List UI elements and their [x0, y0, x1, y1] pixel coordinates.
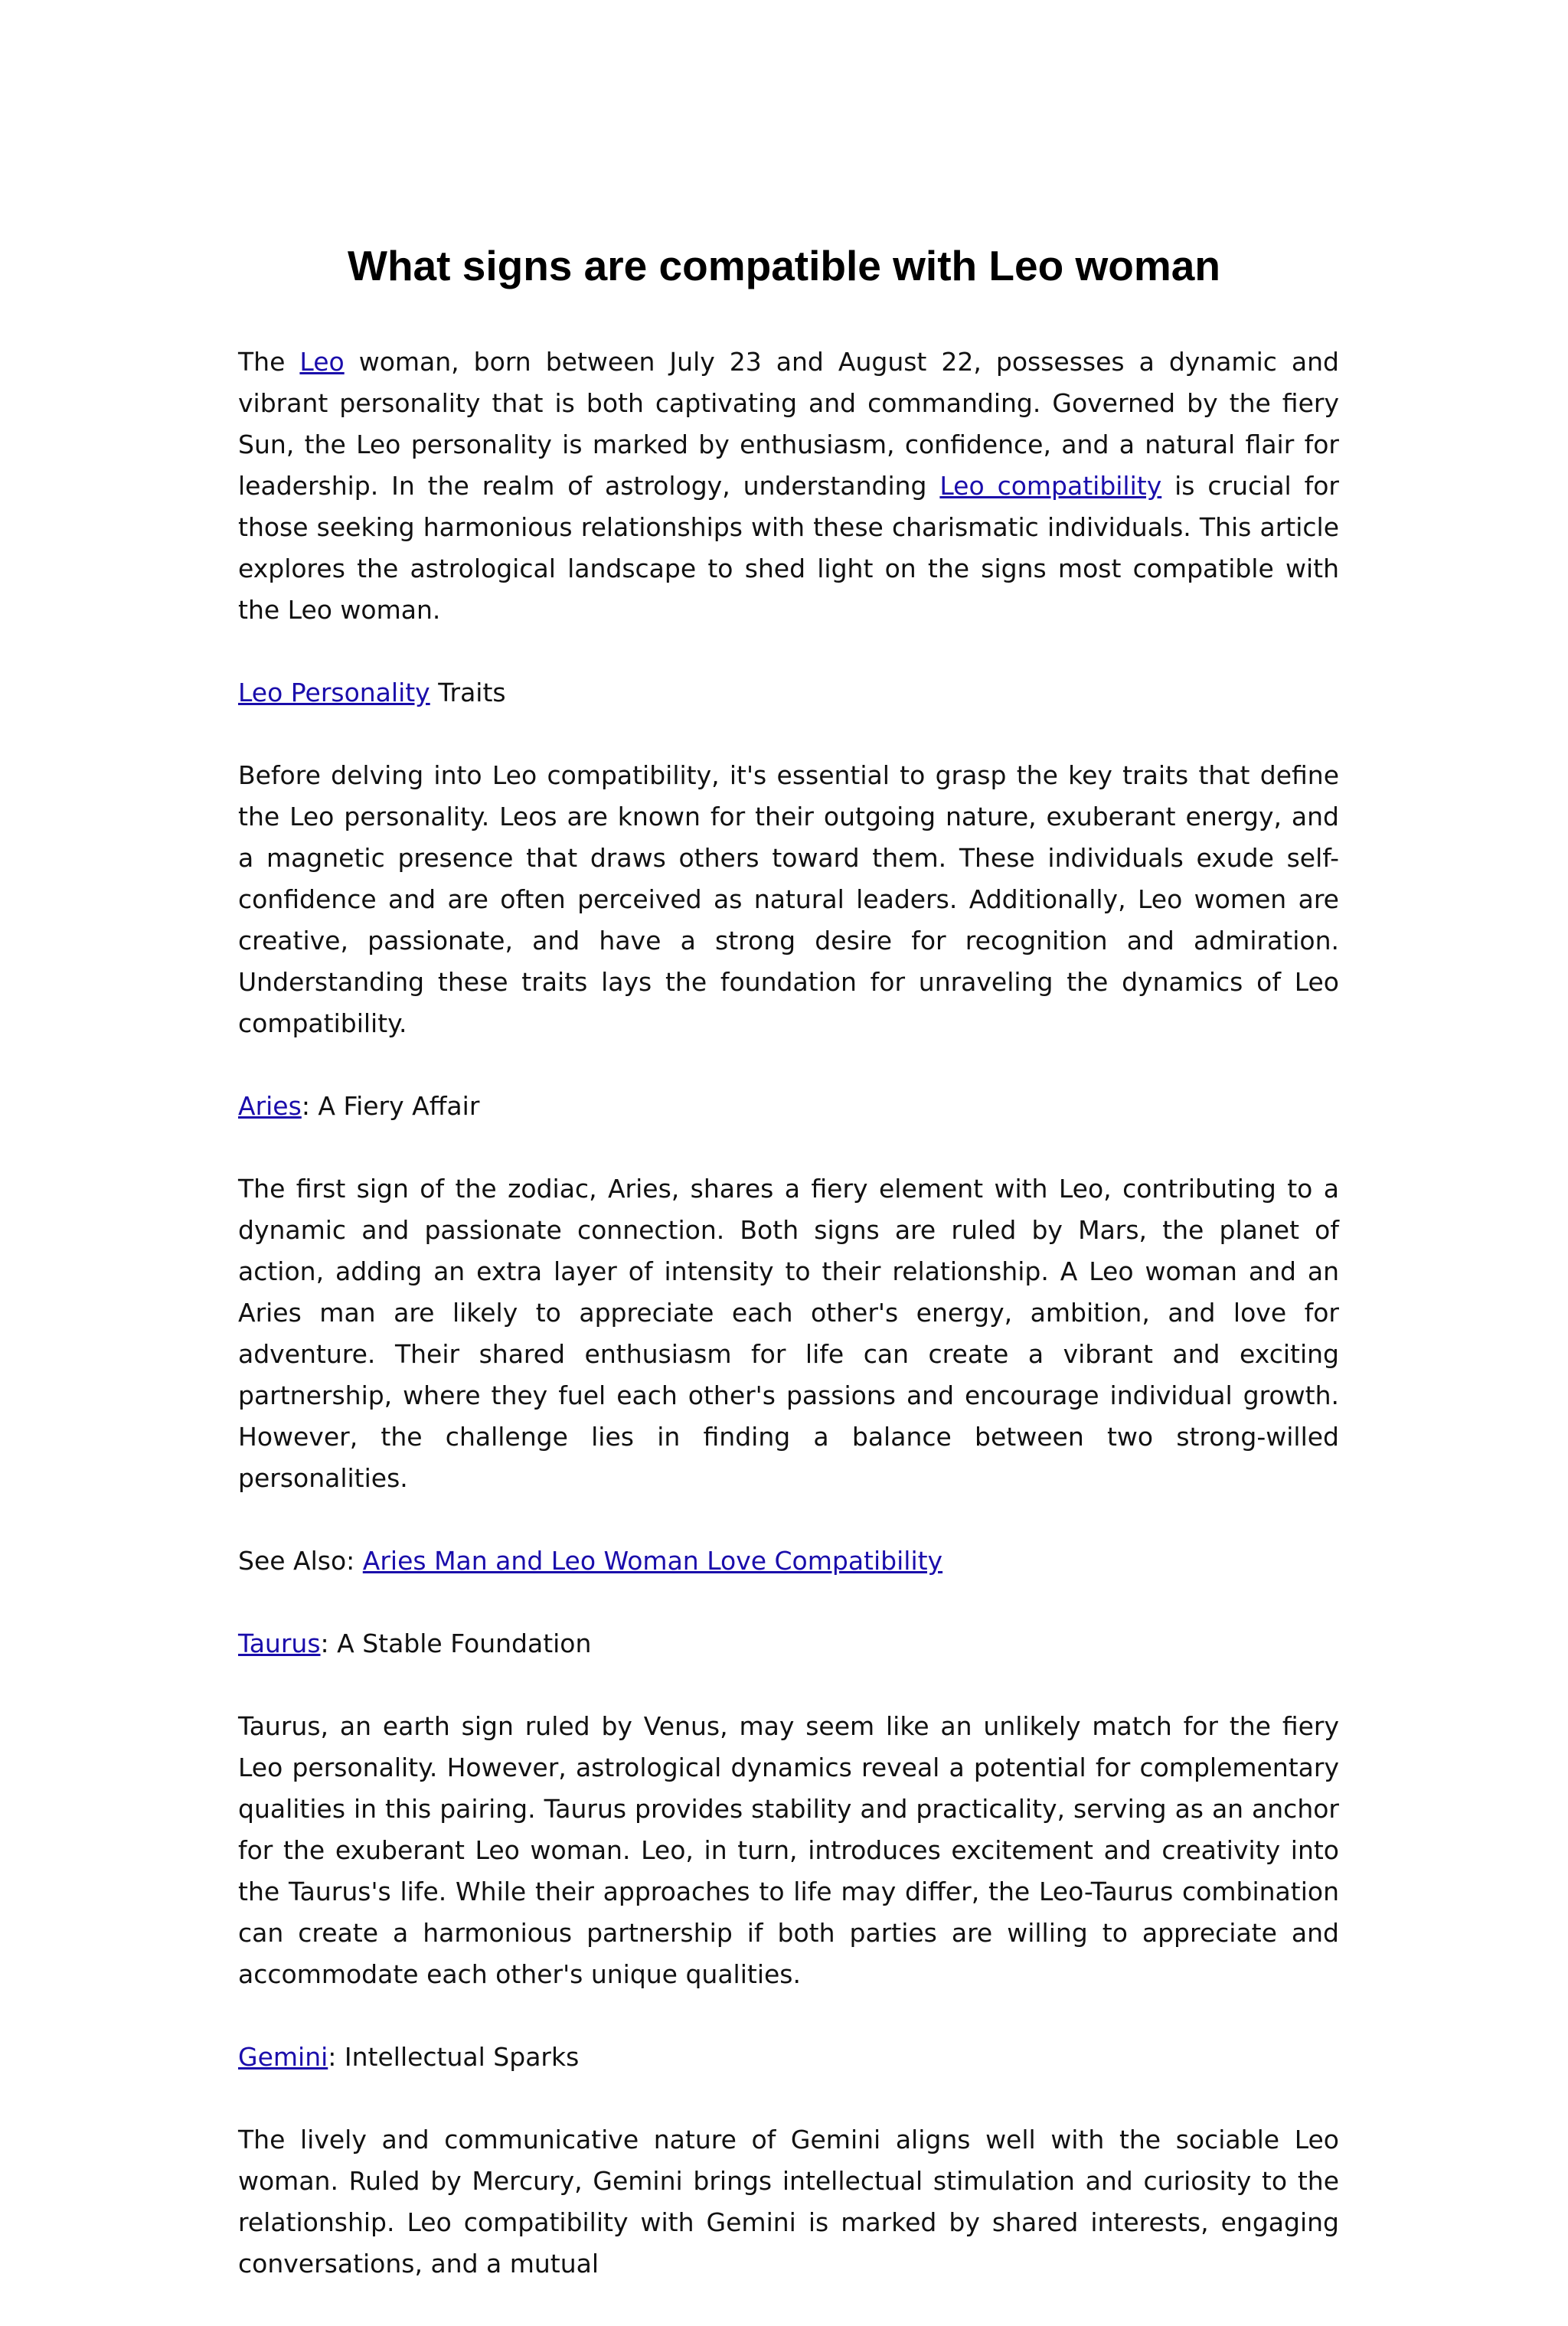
- heading-text: : Intellectual Sparks: [328, 2042, 580, 2072]
- leo-personality-link[interactable]: Leo Personality: [238, 678, 430, 707]
- section-heading-gemini: [238, 2037, 1339, 2078]
- heading-text: : A Stable Foundation: [320, 1629, 592, 1658]
- taurus-paragraph: Taurus, an earth sign ruled by Venus, may seem like an unlikely match for the fiery Leo personality. However, astrological dynamics reveal a potential for complementary qualities in this pairing. Taurus provides stability and practicality, serving as an anchor for the exuberant Leo woman. Leo, in turn, introduces excitement and creativity into the Taurus's life. While their approaches to life may differ, the Leo-Taurus combination can create a harmonious partnership if both parties are willing to appreciate and accommodate each other's unique qualities.: [238, 1711, 1339, 1989]
- section-heading-taurus: [238, 1623, 1339, 1664]
- aries-link[interactable]: Aries: [238, 1091, 302, 1121]
- taurus-link[interactable]: Taurus: [238, 1629, 321, 1658]
- see-also-label: See Also:: [238, 1546, 363, 1576]
- heading-text: Traits: [430, 678, 506, 707]
- intro-paragraph: [238, 341, 1339, 631]
- intro-text-post: is crucial for those seeking harmonious relationships with these charismatic individuals. This article explores the astrological landscape to shed light on the signs most compatible with the Leo woman.: [238, 471, 1339, 625]
- gemini-link[interactable]: Gemini: [238, 2042, 328, 2072]
- section-heading-personality: [238, 672, 1339, 714]
- page-title: What signs are compatible with Leo woman: [348, 242, 1220, 289]
- see-also-link[interactable]: Aries Man and Leo Woman Love Compatibility: [362, 1546, 943, 1576]
- see-also-line: [238, 1540, 1339, 1582]
- aries-paragraph: The first sign of the zodiac, Aries, shares a fiery element with Leo, contributing to a dynamic and passionate connection. Both signs are ruled by Mars, the planet of action, adding an extra layer of intensity to their relationship. A Leo woman and an Aries man are likely to appreciate each other's energy, ambition, and love for adventure. Their shared enthusiasm for life can create a vibrant and exciting partnership, where they fuel each other's passions and encourage individual growth. However, the challenge lies in finding a balance between two strong-willed personalities.: [238, 1174, 1339, 1493]
- gemini-paragraph: The lively and communicative nature of Gemini aligns well with the sociable Leo woman. Ruled by Mercury, Gemini brings intellectual stimulation and curiosity to the relationship. Leo compatibility with Gemini is marked by shared interests, engaging conversations, and a mutual: [238, 2125, 1339, 2279]
- leo-compatibility-link[interactable]: Leo compatibility: [939, 471, 1162, 501]
- intro-text-mid: woman, born between July 23 and August 22, possesses a dynamic and vibrant personality that is both captivating and commanding. Governed by the fiery Sun, the Leo personality is marked by enthusiasm, confidence, and a natural flair for leadership. In the realm of astrology, understanding: [238, 347, 1339, 501]
- heading-text: : A Fiery Affair: [301, 1091, 480, 1121]
- personality-paragraph: Before delving into Leo compatibility, it's essential to grasp the key traits that define the Leo personality. Leos are known for their outgoing nature, exuberant energy, and a magnetic presence that draws others toward them. These individuals exude self-confidence and are often perceived as natural leaders. Additionally, Leo women are creative, passionate, and have a strong desire for recognition and admiration. Understanding these traits lays the foundation for unraveling the dynamics of Leo compatibility.: [238, 760, 1339, 1038]
- section-heading-aries: [238, 1086, 1339, 1127]
- intro-text-pre: The: [238, 347, 300, 377]
- article-body: [238, 341, 1339, 2326]
- leo-link[interactable]: Leo: [299, 347, 345, 377]
